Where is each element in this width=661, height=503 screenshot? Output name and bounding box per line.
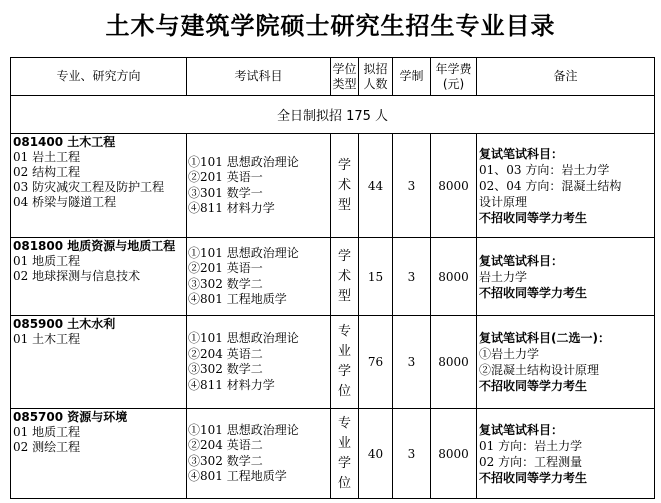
header-quota: 拟招 人数: [359, 58, 393, 96]
exam-subject: ③301 数学一: [188, 185, 263, 200]
major-code-name: 085900 土木水利: [13, 317, 116, 331]
degree-type-cell: [331, 238, 359, 316]
total-quota-text: 全日制拟招 175 人: [11, 96, 655, 134]
note-cell: [477, 409, 655, 499]
major-cell: [11, 134, 187, 238]
major-cell: [11, 316, 187, 409]
total-row: [11, 96, 655, 134]
research-direction: 03 防灾减灾工程及防护工程: [13, 180, 165, 194]
exam-subjects-cell: [187, 316, 331, 409]
note-line: 复试笔试科目：: [479, 422, 564, 437]
degree-type-char: 学: [337, 364, 351, 379]
note-line: 设计原理: [479, 194, 528, 209]
degree-type-char: 学: [337, 157, 351, 173]
program-row: [11, 134, 655, 238]
program-row: [11, 409, 655, 499]
exam-subject: ④811 材料力学: [188, 201, 275, 215]
header-fee: 年学费 (元): [431, 58, 477, 96]
exam-subject: ③302 数学二: [188, 276, 263, 291]
note-line: 岩土力学: [479, 269, 528, 284]
header-note: 备注: [477, 58, 655, 96]
program-table: [10, 57, 655, 499]
exam-subject: ④811 材料力学: [188, 377, 275, 392]
exam-subjects-cell: [187, 409, 331, 499]
note-line: 01 方向：岩土力学: [479, 438, 583, 453]
note-cell: [477, 134, 655, 238]
page-title: 土木与建筑学院硕士研究生招生专业目录: [105, 11, 556, 40]
research-direction: 01 土木工程: [13, 332, 81, 346]
exam-subject: ①101 思想政治理论: [188, 154, 299, 169]
note-line: 02、04 方向：混凝土结构: [479, 178, 622, 193]
research-direction: 01 地质工程: [13, 425, 81, 439]
note-line: ②混凝土结构设计原理: [479, 363, 600, 377]
quota-cell: 44: [359, 134, 393, 238]
research-direction: 02 结构工程: [13, 165, 81, 179]
research-direction: 01 岩土工程: [13, 150, 81, 164]
header-exams: 考试科目: [187, 58, 331, 96]
note-cell: [477, 238, 655, 316]
degree-type-char: 学: [337, 248, 351, 264]
quota-cell: 76: [359, 316, 393, 409]
degree-type-char: 专: [337, 415, 351, 431]
degree-type-char: 术: [337, 268, 351, 284]
note-line: 复试笔试科目：: [479, 253, 564, 268]
degree-type-char: 位: [337, 384, 351, 399]
research-direction: 02 测绘工程: [13, 440, 81, 454]
note-line: 复试笔试科目(二选一)：: [479, 331, 610, 345]
header-degree-type: 学位 类型: [331, 58, 359, 96]
quota-cell: 40: [359, 409, 393, 499]
duration-cell: 3: [393, 409, 431, 499]
major-cell: [11, 409, 187, 499]
exam-subject: ①101 思想政治理论: [188, 331, 299, 345]
exam-subjects-cell: [187, 134, 331, 238]
exam-subject: ③302 数学二: [188, 362, 263, 376]
note-line: 不招收同等学力考生: [479, 470, 588, 485]
degree-type-char: 型: [337, 197, 351, 213]
note-cell: [477, 316, 655, 409]
exam-subject: ②201 英语一: [188, 261, 263, 275]
degree-type-char: 术: [337, 177, 351, 193]
major-code-name: 081400 土木工程: [13, 135, 116, 149]
degree-type-cell: [331, 134, 359, 238]
degree-type-cell: [331, 409, 359, 499]
major-code-name: 081800 地质资源与地质工程: [13, 239, 176, 253]
degree-type-char: 型: [337, 288, 351, 304]
table-header-row: [11, 58, 655, 96]
fee-cell: 8000: [431, 409, 477, 499]
duration-cell: 3: [393, 134, 431, 238]
note-line: ①岩土力学: [479, 347, 540, 361]
research-direction: 02 地球探测与信息技术: [13, 269, 141, 283]
fee-cell: 8000: [431, 316, 477, 409]
header-duration: 学制: [393, 58, 431, 96]
research-direction: 01 地质工程: [13, 254, 81, 268]
note-line: 复试笔试科目：: [479, 146, 564, 161]
program-row: [11, 316, 655, 409]
exam-subject: ②201 英语一: [188, 170, 263, 184]
exam-subject: ②204 英语二: [188, 346, 263, 361]
exam-subjects-cell: [187, 238, 331, 316]
degree-type-char: 业: [337, 435, 351, 451]
fee-cell: 8000: [431, 238, 477, 316]
exam-subject: ①101 思想政治理论: [188, 245, 299, 260]
exam-subject: ②204 英语二: [188, 438, 263, 452]
header-major: 专业、研究方向: [11, 58, 187, 96]
duration-cell: 3: [393, 238, 431, 316]
quota-cell: 15: [359, 238, 393, 316]
degree-type-cell: [331, 316, 359, 409]
degree-type-char: 业: [337, 344, 351, 359]
degree-type-char: 学: [337, 455, 351, 471]
duration-cell: 3: [393, 316, 431, 409]
program-row: [11, 238, 655, 316]
note-line: 不招收同等学力考生: [479, 379, 588, 393]
degree-type-char: 位: [337, 475, 351, 491]
fee-cell: 8000: [431, 134, 477, 238]
exam-subject: ③302 数学二: [188, 453, 263, 468]
note-line: 不招收同等学力考生: [479, 210, 588, 225]
major-code-name: 085700 资源与环境: [13, 410, 128, 424]
exam-subject: ④801 工程地质学: [188, 292, 287, 306]
exam-subject: ④801 工程地质学: [188, 469, 287, 483]
major-cell: [11, 238, 187, 316]
exam-subject: ①101 思想政治理论: [188, 422, 299, 437]
research-direction: 04 桥梁与隧道工程: [13, 195, 117, 209]
note-line: 02 方向：工程测量: [479, 454, 583, 469]
degree-type-char: 专: [337, 324, 351, 339]
note-line: 不招收同等学力考生: [479, 285, 588, 300]
note-line: 01、03 方向：岩土力学: [479, 162, 610, 177]
